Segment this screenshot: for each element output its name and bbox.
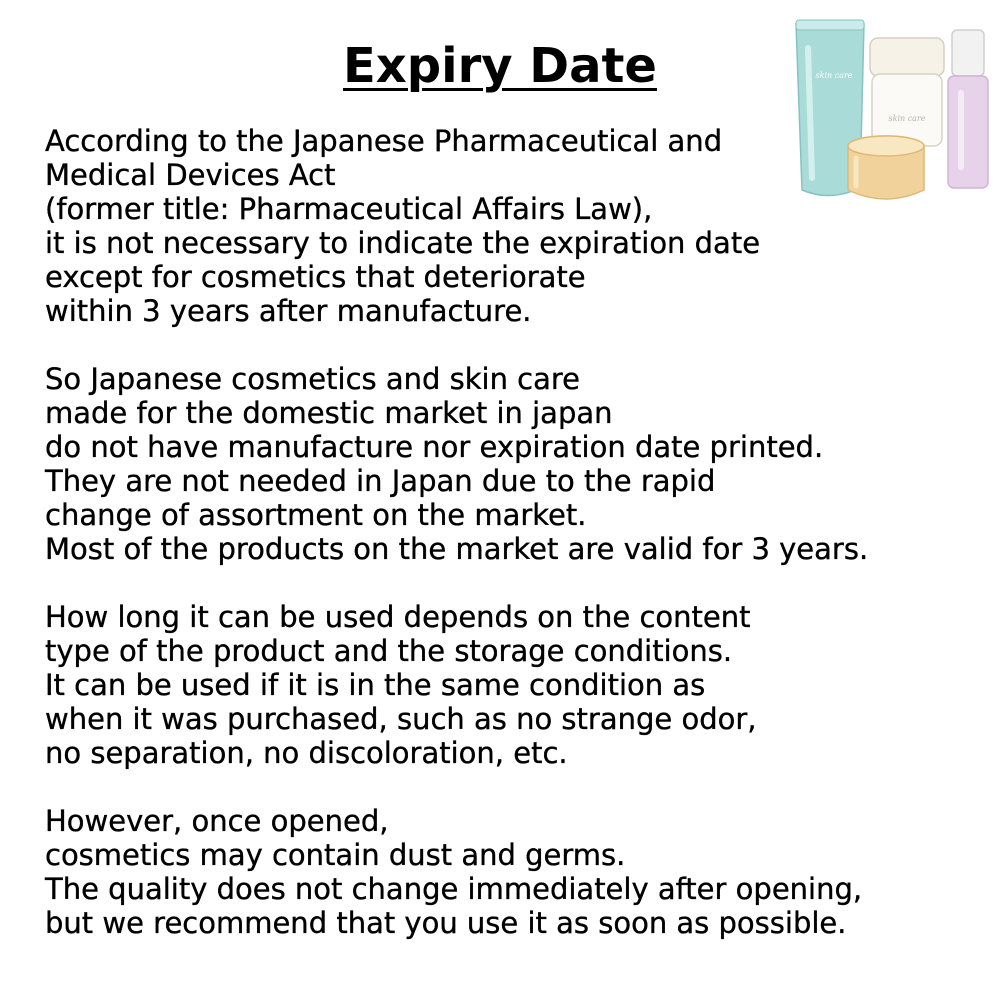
- text-line: It can be used if it is in the same condition as: [45, 668, 706, 702]
- text-line: Medical Devices Act: [45, 158, 336, 192]
- text-line: change of assortment on the market.: [45, 498, 587, 532]
- text-line: (former title: Pharmaceutical Affairs Law),: [45, 192, 653, 226]
- text-line: type of the product and the storage conditions.: [45, 634, 733, 668]
- text-line: The quality does not change immediately after opening,: [45, 872, 863, 906]
- text-line: They are not needed in Japan due to the rapid: [45, 464, 716, 498]
- text-line: So Japanese cosmetics and skin care: [45, 362, 581, 396]
- text-line: except for cosmetics that deteriorate: [45, 260, 586, 294]
- text-line: However, once opened,: [45, 804, 389, 838]
- text-line: cosmetics may contain dust and germs.: [45, 838, 626, 872]
- text-line: no separation, no discoloration, etc.: [45, 736, 568, 770]
- paragraph: [45, 804, 990, 940]
- text-line: when it was purchased, such as no strange odor,: [45, 702, 757, 736]
- paragraph: [45, 362, 990, 566]
- text-line: Most of the products on the market are valid for 3 years.: [45, 532, 869, 566]
- paragraph-spacer: [45, 770, 990, 804]
- paragraph: [45, 600, 990, 770]
- text-line: According to the Japanese Pharmaceutical and: [45, 124, 723, 158]
- text-line: do not have manufacture nor expiration date printed.: [45, 430, 824, 464]
- jar-label: skin care: [888, 114, 926, 123]
- paragraph: [45, 124, 990, 328]
- text-line: made for the domestic market in japan: [45, 396, 613, 430]
- text-line: but we recommend that you use it as soon as possible.: [45, 906, 847, 940]
- text-line: it is not necessary to indicate the expiration date: [45, 226, 761, 260]
- paragraph-spacer: [45, 328, 990, 362]
- page-title-text: Expiry Date: [343, 38, 657, 94]
- paragraph-spacer: [45, 566, 990, 600]
- article-body: [45, 124, 990, 940]
- tube-label: skin care: [815, 71, 853, 80]
- text-line: within 3 years after manufacture.: [45, 294, 532, 328]
- text-line: How long it can be used depends on the content: [45, 600, 751, 634]
